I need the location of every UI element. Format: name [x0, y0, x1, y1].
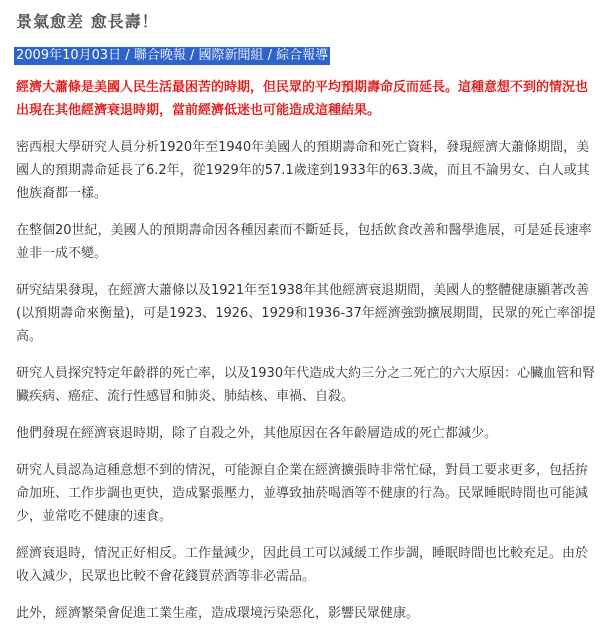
article-paragraph-2: 在整個20世紀，美國人的預期壽命因各種因素而不斷延長，包括飲食改善和醫學進展，可是延長速率並非一成不變。 — [16, 223, 592, 261]
article-lead: 經濟大蕭條是美國人民生活最困苦的時期，但民眾的平均預期壽命反而延長。這種意想不到的情況也出現在其他經濟衰退時期，當前經濟低迷也可能造成這種結果。 — [16, 80, 589, 118]
article-paragraph-7: 經濟衰退時，情況正好相反。工作量減少，因此員工可以減緩工作步調，睡眠時間也比較充足。由於收入減少，民眾也比較不會花錢買菸酒等非必需品。 — [16, 546, 589, 584]
article-paragraph-6: 研究人員認為這種意想不到的情況，可能源自企業在經濟擴張時非常忙碌，對員工要求更多，包括拚命加班、工作步調也更快，造成緊張壓力，並導致抽菸喝酒等不健康的行為。民眾睡眠時間也可能減少，並常吃不健康的速食。 — [16, 463, 589, 524]
article-paragraph-5: 他們發現在經濟衰退時期，除了自殺之外，其他原因在各年齡層造成的死亡都減少。 — [16, 426, 498, 441]
article-title: 景氣愈差 愈長壽！ — [16, 12, 159, 31]
article-paragraph-4: 研究人員探究特定年齡群的死亡率，以及1930年代造成大約三分之二死亡的六大原因：心臟血管和腎臟疾病、癌症、流行性感冒和肺炎、肺結核、車禍、自殺。 — [16, 366, 596, 404]
article-paragraph-1: 密西根大學研究人員分析1920年至1940年美國人的預期壽命和死亡資料，發現經濟大蕭條期間，美國人的預期壽命延長了6.2年，從1929年的57.1歲達到1933年的63.3歲，而且不論男女、白人或其他族裔都一樣。 — [16, 140, 590, 201]
article-meta-line: 2009年10月03日 / 聯合晚報 / 國際新聞組 / 綜合報導 — [16, 48, 329, 63]
article-paragraph-3: 研究結果發現，在經濟大蕭條以及1921年至1938年其他經濟衰退期間，美國人的整體健康顯著改善 (以預期壽命來衡量)，可是1923、1926、1929和1936-37年經濟強勁擴展期間，民眾的死亡率卻提高。 — [16, 283, 596, 344]
article-paragraph-8: 此外，經濟繁榮會促進工業生產，造成環境污染惡化，影響民眾健康。 — [16, 606, 420, 621]
